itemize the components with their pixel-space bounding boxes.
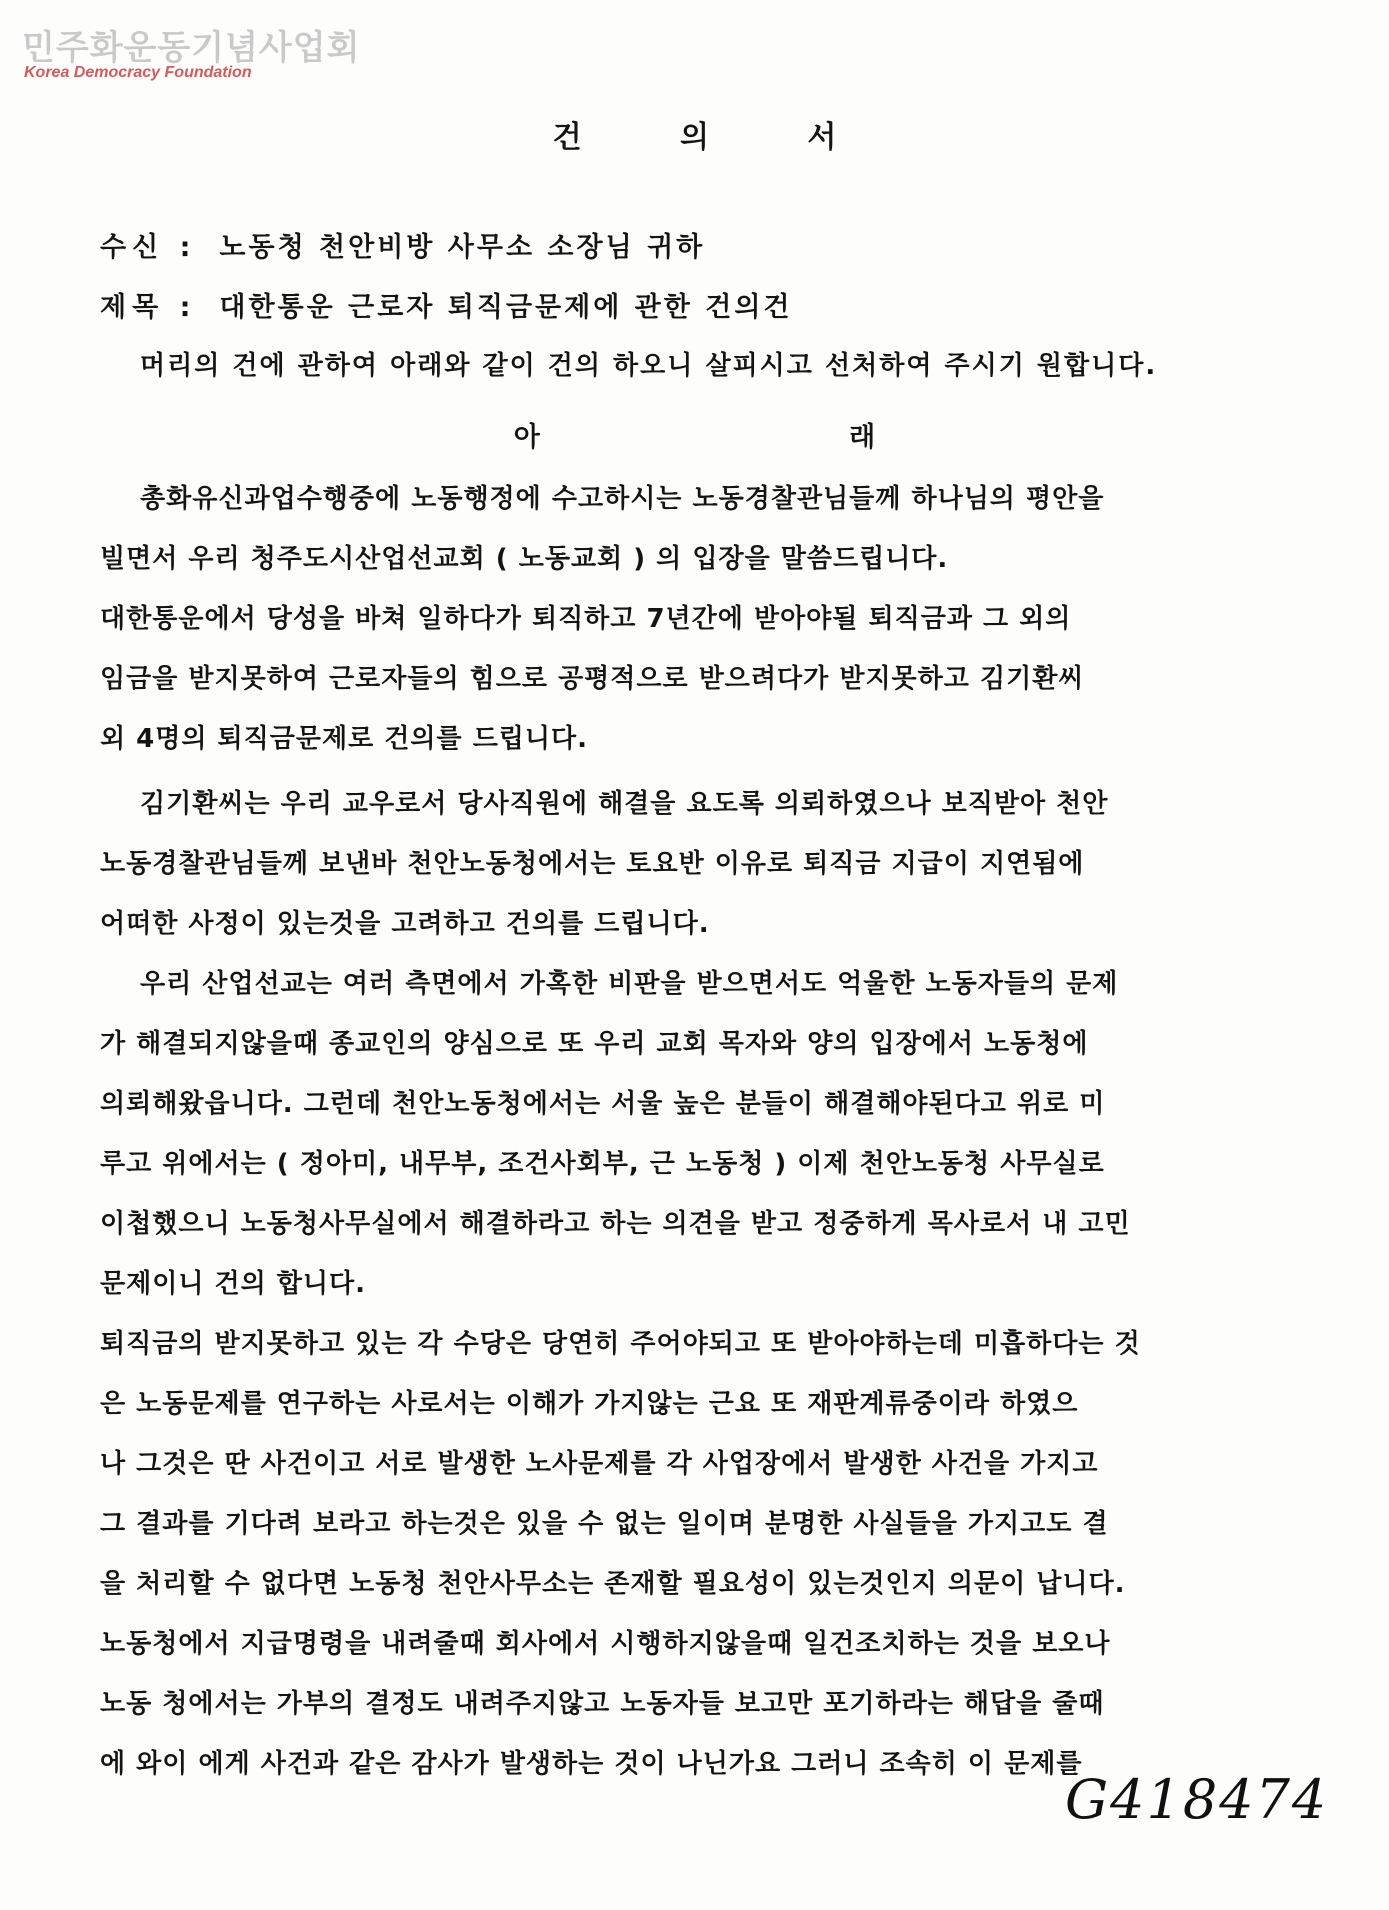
recipient-value: 노동청 천안비방 사무소 소장님 귀하 — [219, 232, 706, 263]
body-line: 가 해결되지않을때 종교인의 양심으로 또 우리 교회 목자와 양의 입장에서 노동청에 — [100, 1029, 1089, 1059]
intro-paragraph: 머리의 건에 관하여 아래와 같이 건의 하오니 살피시고 선처하여 주시기 원합니다. — [140, 351, 1158, 381]
watermark-korean: 민주화운동기념사업회 — [22, 28, 361, 68]
body-line: 임금을 받지못하여 근로자들의 힘으로 공평적으로 받으려다가 받지못하고 김기환씨 — [100, 664, 1085, 694]
body-line: 을 처리할 수 없다면 노동청 천안사무소는 존재할 필요성이 있는것인지 의문이 납니다. — [100, 1569, 1126, 1599]
recipient-row — [100, 225, 705, 264]
subject-label: 제목 : — [100, 292, 197, 323]
body-line: 어떠한 사정이 있는것을 고려하고 건의를 드립니다. — [100, 909, 710, 939]
body-line: 총화유신과업수행중에 노동행정에 수고하시는 노동경찰관님들께 하나님의 평안을 — [140, 484, 1105, 514]
body-line: 노동 청에서는 가부의 결정도 내려주지않고 노동자들 보고만 포기하라는 해답을 줄때 — [100, 1689, 1105, 1719]
body-line: 그 결과를 기다려 보라고 하는것은 있을 수 없는 일이며 분명한 사실들을 가지고도 결 — [100, 1509, 1109, 1539]
body-line: 노동청에서 지급명령을 내려줄때 회사에서 시행하지않을때 일건조치하는 것을 보오나 — [100, 1629, 1111, 1659]
body-line: 의뢰해왔읍니다. 그런데 천안노동청에서는 서울 높은 분들이 해결해야된다고 위로 미 — [100, 1089, 1106, 1119]
section-heading: 아 래 — [513, 422, 1026, 453]
body-line: 은 노동문제를 연구하는 사로서는 이해가 가지않는 근요 또 재판계류중이라 하였으 — [100, 1389, 1079, 1419]
body-line: 에 와이 에게 사건과 같은 감사가 발생하는 것이 나닌가요 그러니 조속히 이 문제를 — [100, 1749, 1083, 1779]
body-line: 문제이니 건의 합니다. — [100, 1269, 367, 1299]
watermark-english: Korea Democracy Foundation — [24, 64, 252, 81]
document-title: 건 의 서 — [552, 120, 881, 155]
subject-row — [100, 285, 792, 324]
body-line: 대한통운에서 당성을 바쳐 일하다가 퇴직하고 7년간에 받아야될 퇴직금과 그 외의 — [100, 604, 1072, 634]
body-line: 이첩했으니 노동청사무실에서 해결하라고 하는 의견을 받고 정중하게 목사로서 내 고민 — [100, 1209, 1131, 1239]
body-line: 나 그것은 딴 사건이고 서로 발생한 노사문제를 각 사업장에서 발생한 사건을 가지고 — [100, 1449, 1099, 1479]
body-line: 김기환씨는 우리 교우로서 당사직원에 해결을 요도록 의뢰하였으나 보직받아 천안 — [140, 789, 1109, 819]
body-line: 외 4명의 퇴직금문제로 건의를 드립니다. — [100, 724, 589, 754]
body-line: 빌면서 우리 청주도시산업선교회 ( 노동교회 ) 의 입장을 말씀드립니다. — [100, 544, 949, 574]
body-line: 퇴직금의 받지못하고 있는 각 수당은 당연히 주어야되고 또 받아야하는데 미흡하다는 것 — [100, 1329, 1141, 1359]
recipient-label: 수신 : — [100, 232, 197, 263]
body-line: 우리 산업선교는 여러 측면에서 가혹한 비판을 받으면서도 억울한 노동자들의 문제 — [140, 969, 1119, 999]
handwritten-reference: G418474 — [1065, 1768, 1329, 1831]
subject-value: 대한통운 근로자 퇴직금문제에 관한 건의건 — [219, 292, 793, 323]
body-line: 노동경찰관님들께 보낸바 천안노동청에서는 토요반 이유로 퇴직금 지급이 지연됨에 — [100, 849, 1085, 879]
body-line: 루고 위에서는 ( 정아미, 내무부, 조건사회부, 근 노동청 ) 이제 천안노동청 사무실로 — [100, 1149, 1105, 1179]
